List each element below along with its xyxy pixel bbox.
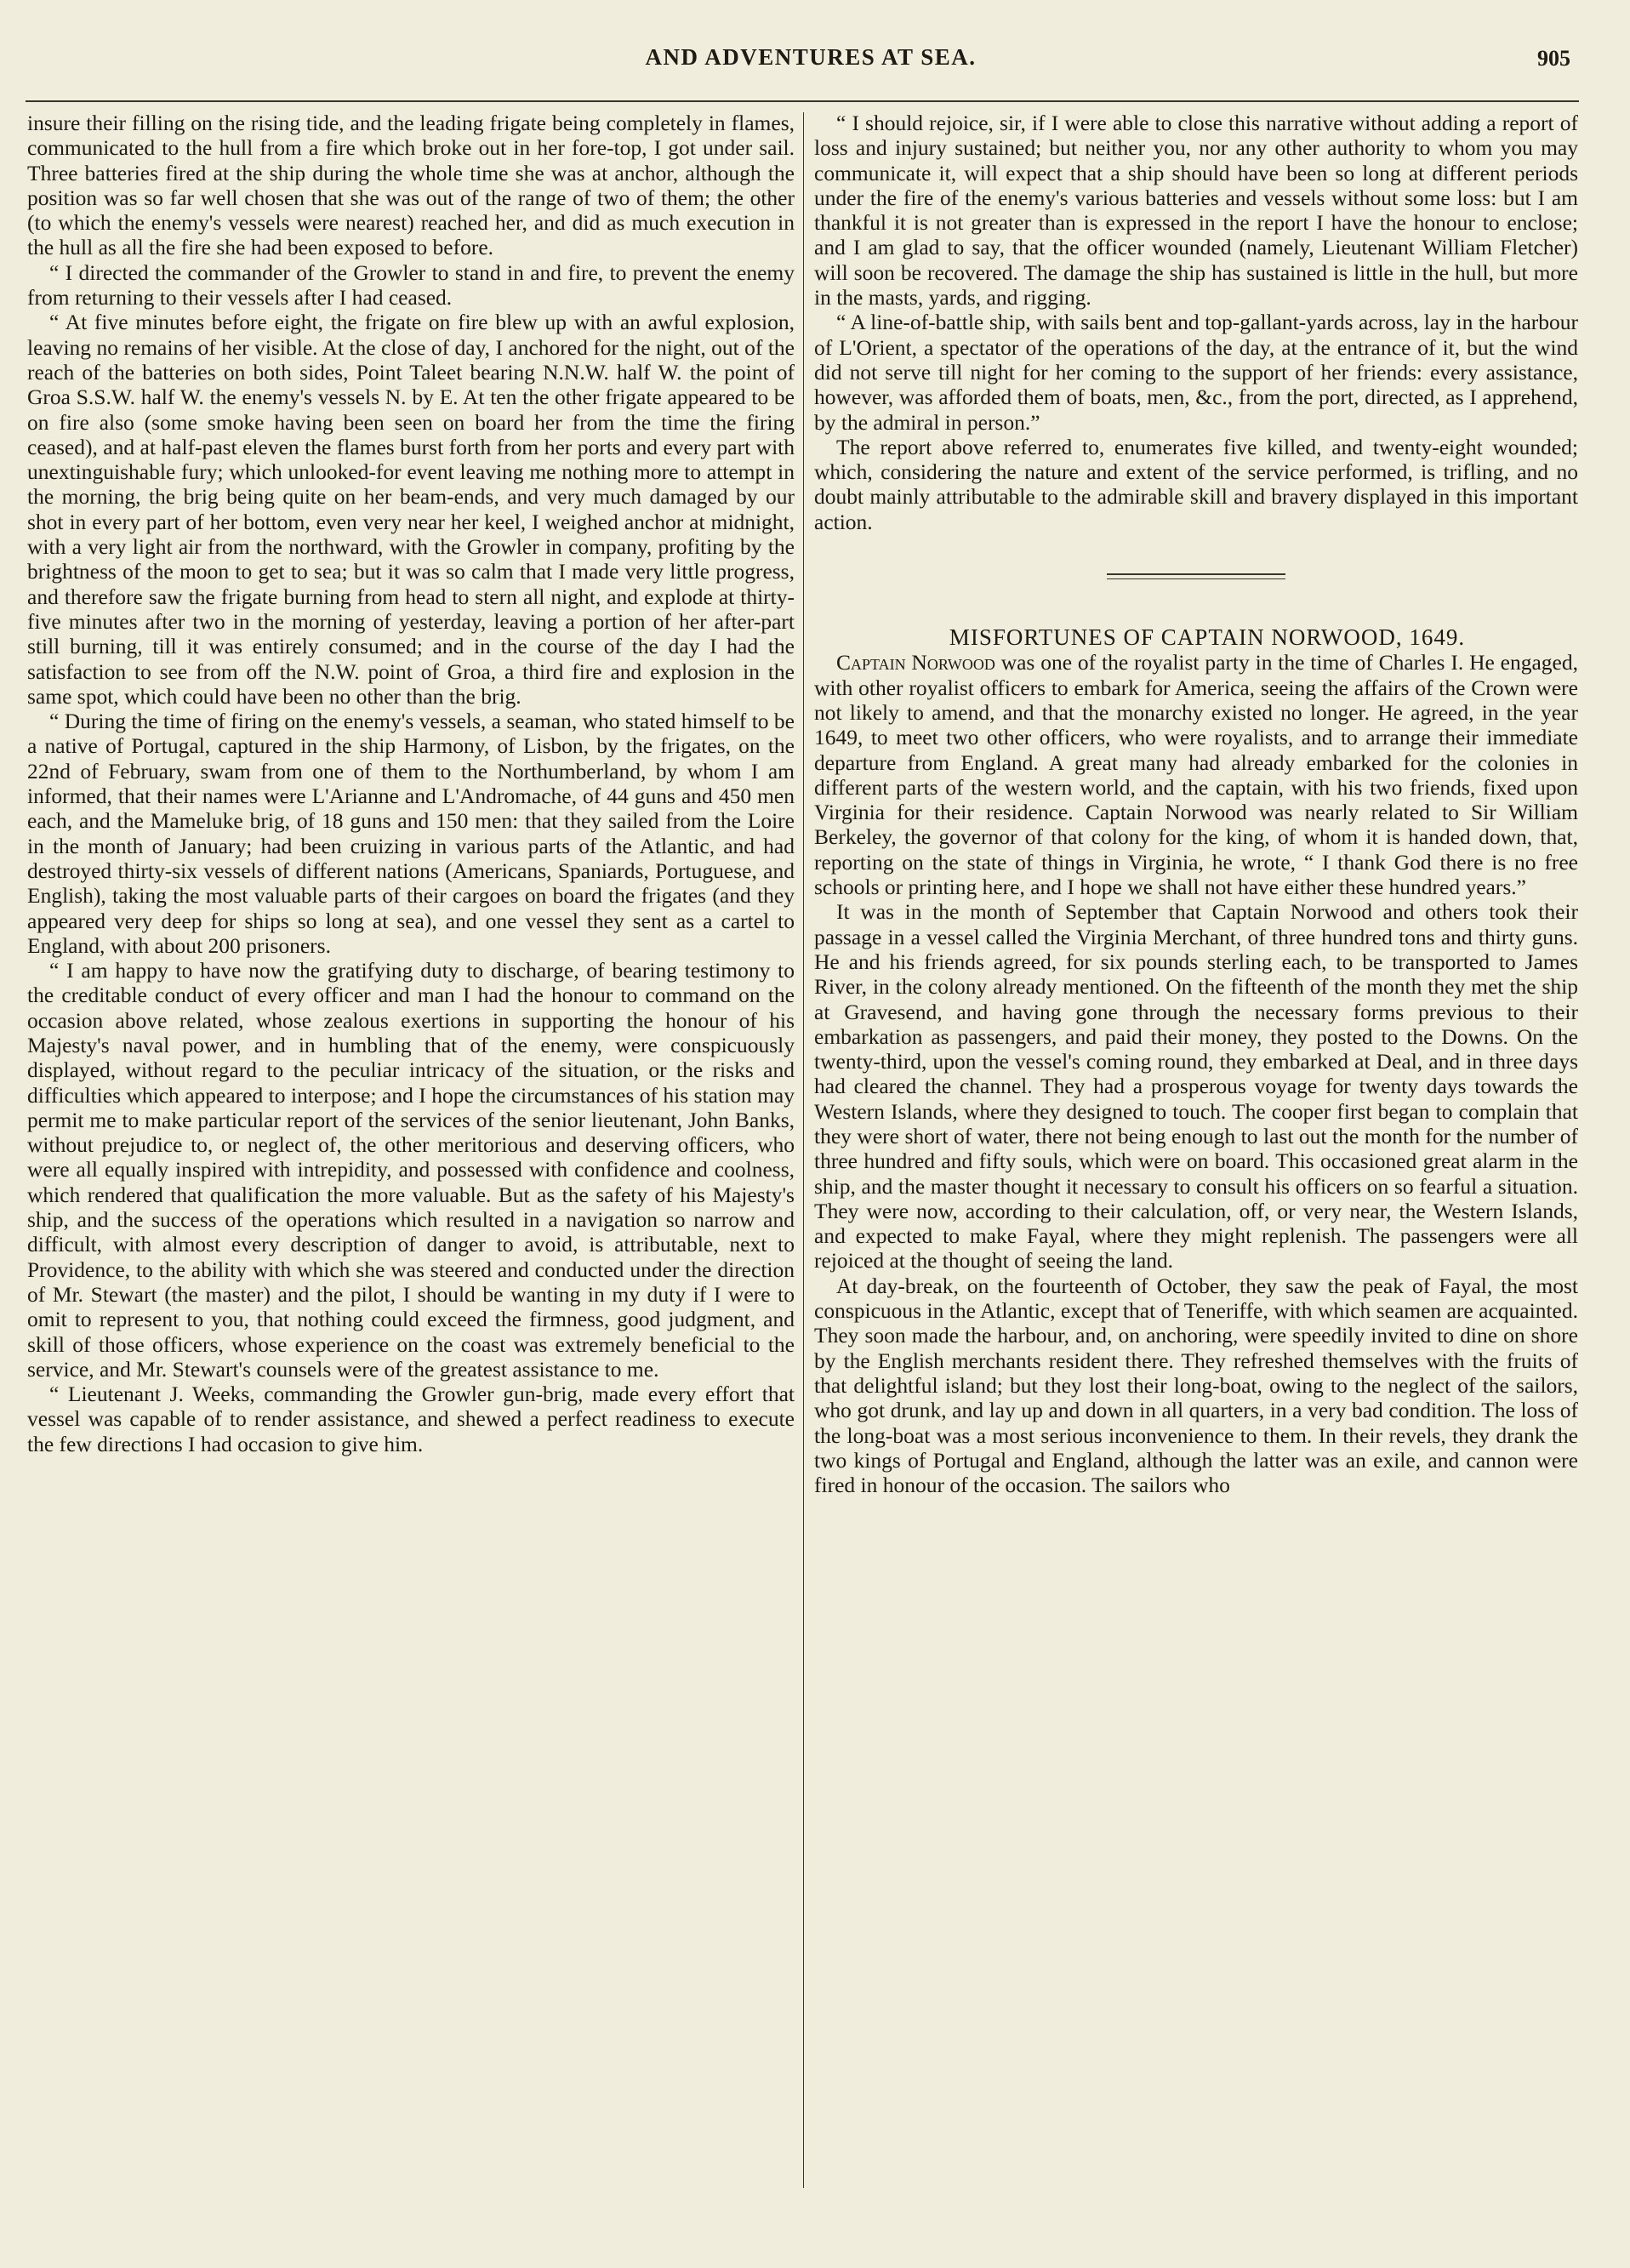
paragraph: It was in the month of September that Captain Norwood and others took their passage in a vessel called the Virginia Merchant, of three hundred tons and thirty guns. He and his friends agreed, for six pounds sterling each, to be transported to James River, in the colony already mentioned. On the fifteenth of the month they met the ship at Gravesend, and having gone through the necessary forms previous to their embarkation as passengers, and paid their money, they posted to the Downs. On the twenty-third, upon the vessel's coming round, they embarked at Deal, and in three days had cleared the channel. They had a prosperous voyage for twenty days towards the Western Islands, where they designed to touch. The cooper first began to complain that they were short of water, there not being enough to last out the month for the number of three hundred and fifty souls, which were on board. This occasioned great alarm in the ship, and the master thought it necessary to consult his officers on so fearful a situation. They were now, according to their calculation, off, or very near, the Western Islands, and expected to make Fayal, where they might replenish. The passengers were all rejoiced at the thought of seeing the land.	[814, 899, 1578, 1274]
page-number: 905	[1537, 46, 1570, 71]
left-column	[27, 111, 795, 2234]
paragraph: “ I am happy to have now the gratifying duty to discharge, of bearing testimony to the creditable conduct of every officer and man I had the honour to command on the occasion above related, whose zealous exertions in supporting the honour of his Majesty's naval power, and in humbling that of the enemy, were conspicuously displayed, without regard to the peculiar intricacy of the situation, or the risks and difficulties which appeared to interpose; and I hope the circumstances of his station may permit me to make particular report of the services of the senior lieutenant, John Banks, without prejudice to, or neglect of, the other meritorious and deserving officers, who were all equally inspired with intrepidity, and possessed with confidence and coolness, which rendered that qualification the more valuable. But as the safety of his Majesty's ship, and the success of the operations which resulted in a navigation so narrow and difficult, with almost every description of danger to avoid, is attributable, next to Providence, to the ability with which she was steered and conducted under the direction of Mr. Stewart (the master) and the pilot, I should be wanting in my duty if I were to omit to represent to you, that nothing could exceed the firmness, good judgment, and skill of those officers, whose experience on the coast was extremely beneficial to the service, and Mr. Stewart's counsels were of the greatest assistance to me.	[27, 958, 795, 1382]
lead-in-small-caps: Captain Norwood	[836, 650, 995, 675]
paragraph: “ A line-of-battle ship, with sails bent and top-gallant-yards across, lay in the harbour of L'Orient, a spectator of the operations of the day, at the entrance of it, but the wind did not serve till night for her coming to the support of her friends: every assistance, however, was afforded them of boats, men, &c., from the port, directed, as I apprehend, by the admiral in person.”	[814, 310, 1578, 435]
section-title: MISFORTUNES OF CAPTAIN NORWOOD, 1649.	[949, 624, 1466, 651]
paragraph: “ During the time of firing on the enemy's vessels, a seaman, who stated himself to be a native of Portugal, captured in the ship Harmony, of Lisbon, by the frigates, on the 22nd of February, swam from one of them to the Northumberland, by whom I am informed, that their names were L'Arianne and L'Andromache, of 44 guns and 450 men each, and the Mameluke brig, of 18 guns and 150 men: that they sailed from the Loire in the month of January; had been cruizing in various parts of the Atlantic, and had destroyed thirty-six vessels of different nations (Americans, Spaniards, Portuguese, and English), taking the most valuable parts of their cargoes on board the frigates (and they appeared very deep for ships so long at sea), and one vessel they sent as a cartel to England, with about 200 prisoners.	[27, 709, 795, 958]
running-title: AND ADVENTURES AT SEA.	[645, 44, 977, 70]
right-column	[814, 111, 1578, 2234]
header-rule	[26, 100, 1579, 102]
paragraph: “ Lieutenant J. Weeks, commanding the Growler gun-brig, made every effort that vessel was capable of to render assistance, and shewed a perfect readiness to execute the few directions I had occasion to give him.	[27, 1382, 795, 1456]
paragraph	[814, 650, 1578, 899]
paragraph-text: was one of the royalist party in the time of Charles I. He engaged, with other royalist officers to embark for America, seeing the affairs of the Crown were not likely to amend, and that the monarchy existed no longer. He agreed, in the year 1649, to meet two other officers, who were royalists, and to arrange their immediate departure from England. A great many had already embarked for the colonies in different parts of the western world, and the captain, with his two friends, fixed upon Virginia for their residence. Captain Norwood was nearly related to Sir William Berkeley, the governor of that colony for the king, of whom it is handed down, that, reporting on the state of things in Virginia, he wrote, “ I thank God there is no free schools or printing here, and I hope we shall not have either these hundred years.”	[814, 650, 1578, 900]
paragraph: At day-break, on the fourteenth of October, they saw the peak of Fayal, the most conspicuous in the Atlantic, except that of Teneriffe, with which seamen are acquainted. They soon made the harbour, and, on anchoring, were speedily invited to dine on shore by the English merchants resident there. They refreshed themselves with the fruits of that delightful island; but they lost their long-boat, owing to the neglect of the sailors, who got drunk, and lay up and down in all quarters, in a very bad condition. The loss of the long-boat was a most serious inconvenience to them. In their revels, they drank the two kings of Portugal and England, although the latter was an exile, and cannon were fired in honour of the occasion. The sailors who	[814, 1273, 1578, 1498]
paragraph: “ I should rejoice, sir, if I were able to close this narrative without adding a report of loss and injury sustained; but neither you, nor any other authority to whom you may communicate it, will expect that a ship should have been so long at different periods under the fire of the enemy's various batteries and vessels without some loss: but I am thankful it is not greater than is expressed in the report I have the honour to enclose; and I am glad to say, that the officer wounded (namely, Lieutenant William Fletcher) will soon be recovered. The damage the ship has sustained is little in the hull, but more in the masts, yards, and rigging.	[814, 111, 1578, 311]
column-divider	[803, 112, 804, 2188]
paragraph: The report above referred to, enumerates five killed, and twenty-eight wounded; which, considering the nature and extent of the service performed, is trifling, and no doubt mainly attributable to the admirable skill and bravery displayed in this important action.	[814, 434, 1578, 534]
running-head	[26, 44, 1596, 78]
paragraph: insure their filling on the rising tide, and the leading frigate being completely in flames, communicated to the hull from a fire which broke out in her fore-top, I got under sail. Three batteries fired at the ship during the whole time she was at anchor, although the position was so far well chosen that she was out of the range of two of them; the other (to which the enemy's vessels were nearest) reached her, and did as much execution in the hull as all the fire she had been exposed to before.	[27, 111, 795, 260]
paragraph: “ At five minutes before eight, the frigate on fire blew up with an awful explosion, leaving no remains of her visible. At the close of day, I anchored for the night, out of the reach of the batteries on both sides, Point Taleet bearing N.N.W. half W. the point of Groa S.S.W. half W. the enemy's vessels N. by E. At ten the other frigate appeared to be on fire also (some smoke having been seen on board her from the time the firing ceased), and at half-past eleven the flames burst forth from her ports and every part with unextinguishable fury; which unlooked-for event leaving me nothing more to attempt in the morning, the brig being quite on her beam-ends, and very much damaged by our shot in every part of her bottom, even very near her keel, I weighed anchor at midnight, with a very light air from the northward, with the Growler in company, profiting by the brightness of the moon to get to sea; but it was so calm that I made very little progress, and therefore saw the frigate burning from head to stern all night, and explode at thirty-five minutes after two in the morning of yesterday, leaving a portion of her after-part still burning, till it was entirely consumed; and in the course of the day I had the satisfaction to see from off the N.W. point of Groa, a third fire and explosion in the same spot, which could have been no other than the brig.	[27, 310, 795, 709]
paragraph: “ I directed the commander of the Growler to stand in and fire, to prevent the enemy from returning to their vessels after I had ceased.	[27, 259, 795, 311]
section-separator	[1107, 573, 1285, 579]
